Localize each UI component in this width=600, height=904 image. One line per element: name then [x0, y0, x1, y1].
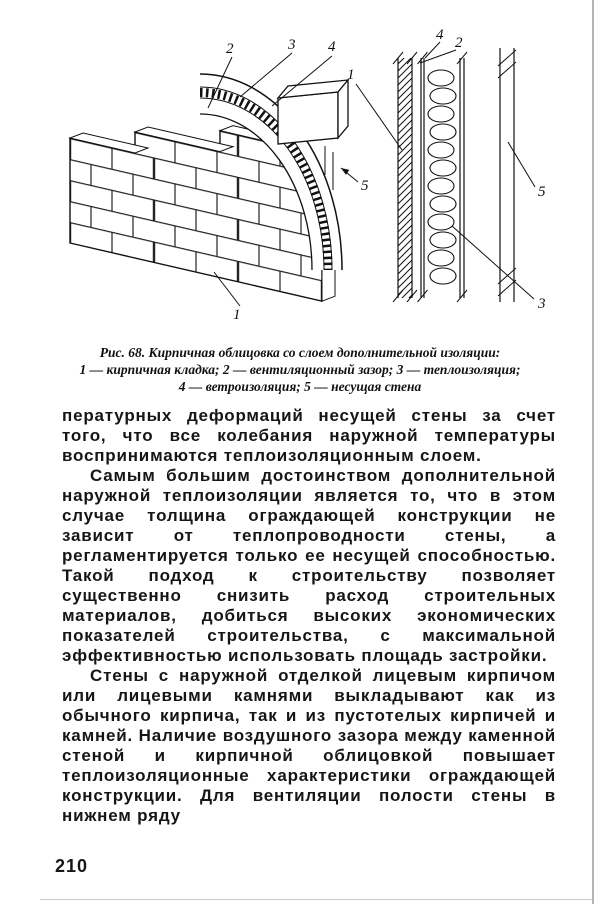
figure-caption [50, 344, 550, 395]
label-sec-vent-gap: 2 [455, 35, 463, 51]
label-sec-wind-barrier: 4 [436, 27, 444, 43]
section-insulation [428, 70, 456, 284]
isometric-view [70, 37, 369, 323]
page-number: 210 [55, 856, 89, 876]
section-brick-layer [398, 58, 412, 298]
paragraph-3: Стены с наружной отделкой лицевым кирпичом или лицевыми камнями выкладывают как из обычного кирпича, так и из пустотелых кирпичей и камней. Наличие воздушного зазора между каменной стеной и кирпичной облицовкой повышает теплоизоляционные характеристики ограждающей конструкции. Для вентиляции полости стены в нижнем ряду [62, 666, 556, 825]
label-sec-brick: 1 [347, 67, 355, 83]
bearing-wall-break-marks [498, 50, 516, 296]
label-iso-insulation: 3 [288, 37, 296, 53]
caption-legend-1: 1 — кирпичная кладка; 2 — вентиляционный зазор; 3 — теплоизоляция; [79, 362, 521, 377]
figure-diagram [0, 0, 600, 340]
section-bearing-wall-lines [500, 48, 514, 302]
label-iso-wind-barrier: 4 [328, 39, 336, 55]
label-iso-brick: 1 [233, 307, 241, 323]
label-sec-bearing-wall: 5 [538, 184, 546, 200]
scan-edge-bottom [40, 899, 592, 900]
paragraph-2: Самым большим достоинством дополнительной наружной теплоизоляции является то, что в этом случае толщина ограждающей конструкции не зависит от теплопроводности стены, а регламентируется только ее несущей способностью. Такой подход к строительству позволяет существенно снизить расход строительных материалов, добиться высоких экономических показателей строительства, с максимальной эффективностью использовать площадь застройки. [62, 466, 556, 665]
caption-legend-2: 4 — ветроизоляция; 5 — несущая стена [178, 379, 422, 394]
bearing-wall-block [278, 80, 348, 144]
label-iso-bearing-wall: 5 [361, 178, 369, 194]
body-text [62, 406, 556, 826]
label-iso-vent-gap: 2 [226, 41, 234, 57]
label-sec-insulation: 3 [538, 296, 546, 312]
paragraph-1: пературных деформаций несущей стены за счет того, что все колебания наружной температуры воспринимаются теплоизоляционным слоем. [62, 406, 556, 465]
scan-edge-right [592, 0, 594, 904]
section-view [347, 27, 546, 312]
caption-title: Рис. 68. Кирпичная облицовка со слоем дополнительной изоляции: [99, 345, 501, 360]
